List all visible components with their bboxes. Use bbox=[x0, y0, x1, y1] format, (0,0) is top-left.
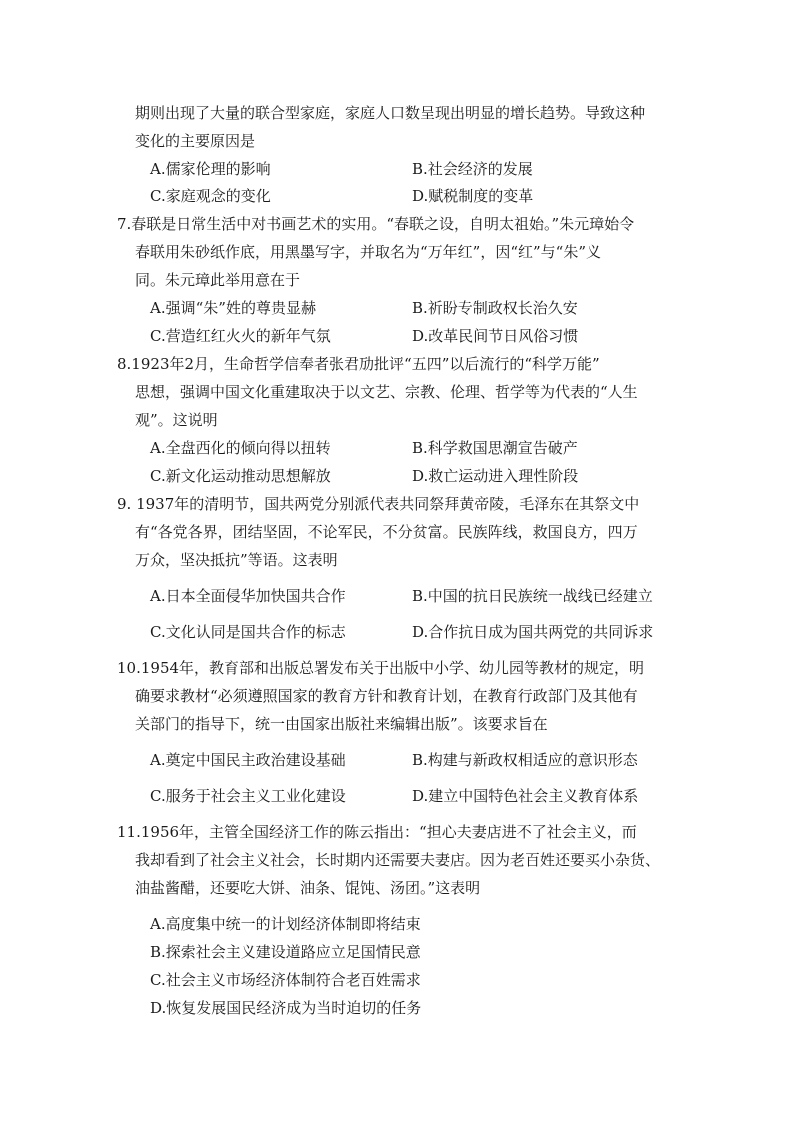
q9-option-b[interactable]: B.中国的抗日民族统一战线已经建立 bbox=[412, 587, 653, 605]
q7-stem-line-1: 7.春联是日常生活中对书画艺术的实用。“春联之设，自明太祖始。”朱元璋始令 bbox=[117, 215, 635, 233]
q6-option-c[interactable]: C.家庭观念的变化 bbox=[150, 187, 271, 205]
q6-stem-line-1: 期则出现了大量的联合型家庭，家庭人口数呈现出明显的增长趋势。导致这种 bbox=[135, 104, 646, 122]
q11-option-c[interactable]: C.社会主义市场经济体制符合老百姓需求 bbox=[150, 971, 421, 989]
q9-stem-line-1: 9. 1937年的清明节，国共两党分别派代表共同祭拜黄帝陵，毛泽东在其祭文中 bbox=[117, 495, 640, 513]
q10-option-b[interactable]: B.构建与新政权相适应的意识形态 bbox=[412, 751, 638, 769]
q11-option-b[interactable]: B.探索社会主义建设道路应立足国情民意 bbox=[150, 943, 421, 961]
q10-option-a[interactable]: A.奠定中国民主政治建设基础 bbox=[150, 751, 346, 769]
q10-option-d[interactable]: D.建立中国特色社会主义教育体系 bbox=[412, 787, 639, 805]
q8-stem-line-2: 思想，强调中国文化重建取决于以文艺、宗教、伦理、哲学等为代表的“人生 bbox=[135, 383, 638, 401]
q9-stem-line-3: 万众，坚决抵抗”等语。这表明 bbox=[135, 551, 338, 569]
q11-stem-line-2: 我却看到了社会主义社会，长时期内还需要夫妻店。因为老百姓还要买小杂货、 bbox=[135, 851, 661, 869]
q7-option-b[interactable]: B.祈盼专制政权长治久安 bbox=[412, 299, 578, 317]
q11-option-d[interactable]: D.恢复发展国民经济成为当时迫切的任务 bbox=[150, 999, 422, 1017]
q11-stem-line-3: 油盐酱醋，还要吃大饼、油条、馄饨、汤团。”这表明 bbox=[135, 879, 481, 897]
q9-stem-line-2: 有“各党各界，团结坚固，不论军民，不分贫富。民族阵线，救国良方，四万 bbox=[135, 523, 638, 541]
q7-option-d[interactable]: D.改革民间节日风俗习惯 bbox=[412, 327, 579, 345]
q8-option-b[interactable]: B.科学救国思潮宣告破产 bbox=[412, 439, 578, 457]
q10-stem-line-1: 10.1954年，教育部和出版总署发布关于出版中小学、幼儿园等教材的规定，明 bbox=[117, 659, 645, 677]
q8-option-d[interactable]: D.救亡运动进入理性阶段 bbox=[412, 467, 579, 485]
q10-stem-line-3: 关部门的指导下，统一由国家出版社来编辑出版”。该要求旨在 bbox=[135, 715, 548, 733]
q7-option-c[interactable]: C.营造红红火火的新年气氛 bbox=[150, 327, 331, 345]
q8-stem-line-3: 观”。这说明 bbox=[135, 411, 218, 429]
q10-option-c[interactable]: C.服务于社会主义工业化建设 bbox=[150, 787, 346, 805]
q6-stem-line-2: 变化的主要原因是 bbox=[135, 132, 256, 150]
q8-option-c[interactable]: C.新文化运动推动思想解放 bbox=[150, 467, 331, 485]
q6-option-b[interactable]: B.社会经济的发展 bbox=[412, 160, 533, 178]
q7-stem-line-3: 同。朱元璋此举用意在于 bbox=[135, 271, 301, 289]
q8-option-a[interactable]: A.全盘西化的倾向得以扭转 bbox=[150, 439, 331, 457]
q7-stem-line-2: 春联用朱砂纸作底，用黑墨写字，并取名为“万年红”，因“红”与“朱”义 bbox=[135, 243, 602, 261]
q10-stem-line-2: 确要求教材“必须遵照国家的教育方针和教育计划，在教育行政部门及其他有 bbox=[135, 687, 638, 705]
q9-option-a[interactable]: A.日本全面侵华加快国共合作 bbox=[150, 587, 346, 605]
q11-option-a[interactable]: A.高度集中统一的计划经济体制即将结束 bbox=[150, 915, 421, 933]
q7-option-a[interactable]: A.强调“朱”姓的尊贵显赫 bbox=[150, 299, 316, 317]
q8-stem-line-1: 8.1923年2月，生命哲学信奉者张君劢批评“五四”以后流行的“科学万能” bbox=[117, 355, 600, 373]
q9-option-d[interactable]: D.合作抗日成为国共两党的共同诉求 bbox=[412, 623, 654, 641]
q9-option-c[interactable]: C.文化认同是国共合作的标志 bbox=[150, 623, 346, 641]
q11-stem-line-1: 11.1956年，主管全国经济工作的陈云指出：“担心夫妻店进不了社会主义，而 bbox=[117, 823, 637, 841]
q6-option-a[interactable]: A.儒家伦理的影响 bbox=[150, 160, 271, 178]
q6-option-d[interactable]: D.赋税制度的变革 bbox=[412, 187, 534, 205]
